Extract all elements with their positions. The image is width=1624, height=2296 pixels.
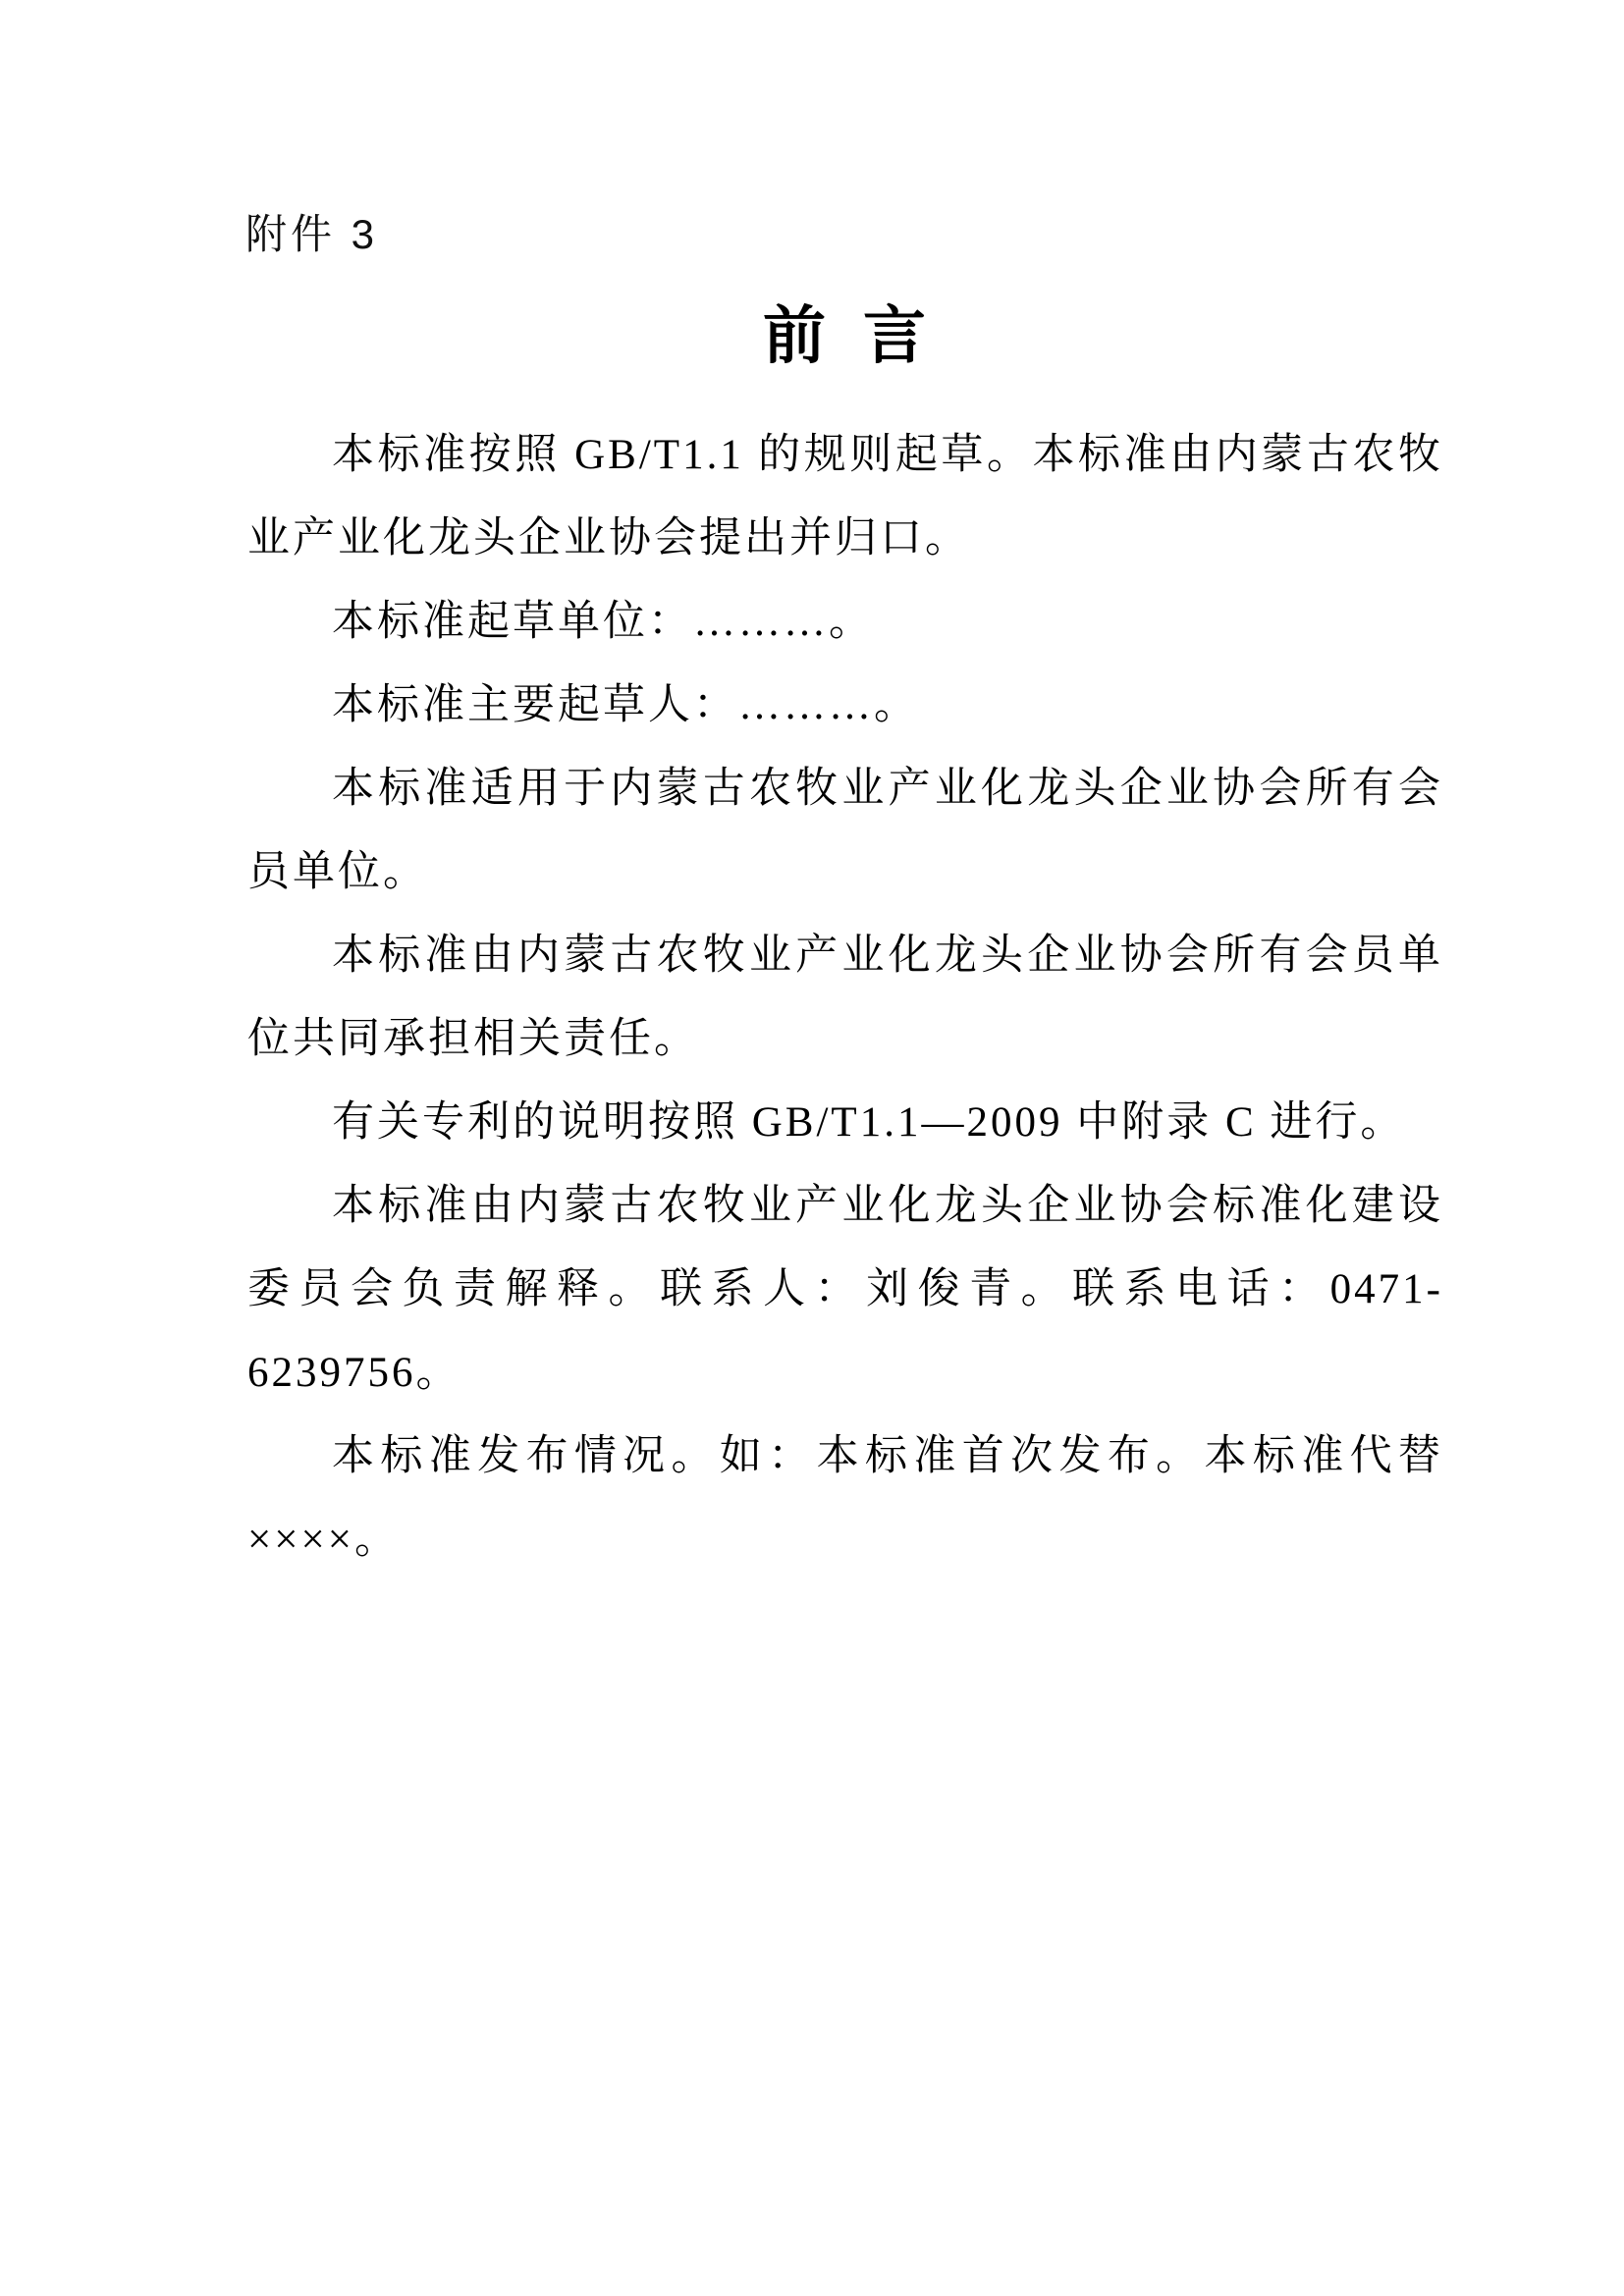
paragraph: 本标准发布情况。如：本标准首次发布。本标准代替××××。 — [247, 1433, 1443, 1563]
paragraph: 本标准主要起草人：………。 — [332, 682, 919, 728]
page-title: 前 言 — [763, 301, 928, 371]
paragraph: 本标准按照 GB/T1.1 的规则起草。本标准由内蒙古农牧业产业化龙头企业协会提出并归口。 — [247, 432, 1443, 561]
paragraph: 本标准起草单位：………。 — [332, 599, 874, 645]
foreword-body — [247, 413, 1443, 1581]
paragraph: 有关专利的说明按照 GB/T1.1—2009 中附录 C 进行。 — [332, 1099, 1406, 1146]
paragraph: 本标准由内蒙古农牧业产业化龙头企业协会标准化建设委员会负责解释。联系人：刘俊青。联系电话：0471-6239756。 — [247, 1183, 1443, 1396]
paragraph: 本标准适用于内蒙古农牧业产业化龙头企业协会所有会员单位。 — [247, 766, 1443, 895]
paragraph: 本标准由内蒙古农牧业产业化龙头企业协会所有会员单位共同承担相关责任。 — [247, 933, 1443, 1062]
attachment-label: 附件 3 — [245, 211, 379, 257]
